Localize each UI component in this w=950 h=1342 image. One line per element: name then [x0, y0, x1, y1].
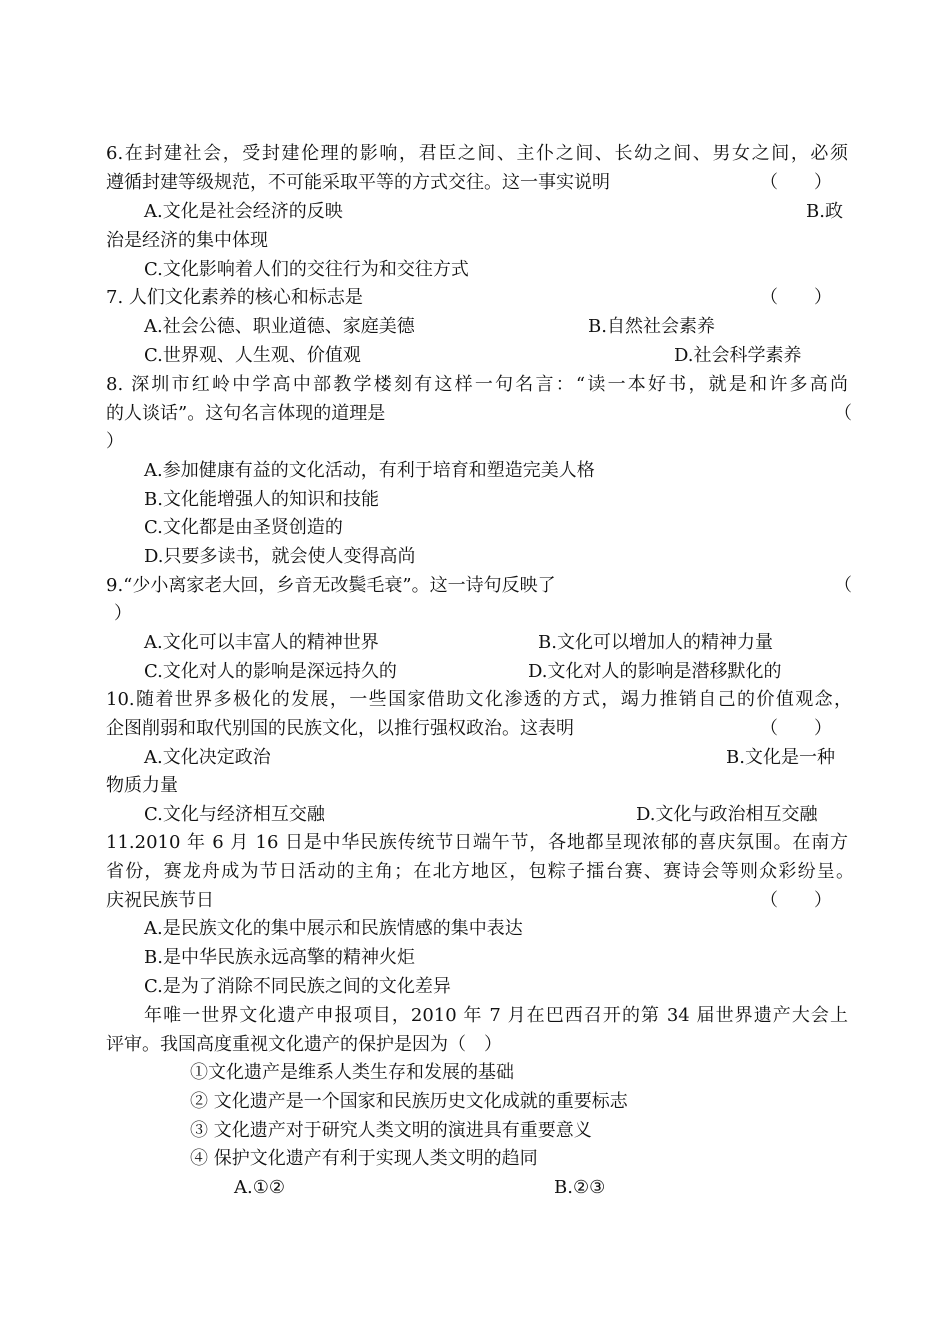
q12-line-2: 评审。我国高度重视文化遗产的保护是因为（ ） — [106, 1034, 502, 1055]
q12-statement-4: ④ 保护文化遗产有利于实现人类文明的趋同 — [190, 1148, 538, 1169]
q8-option-b: B.文化能增强人的知识和技能 — [144, 489, 379, 510]
q10-line-1: 10.随着世界多极化的发展，一些国家借助文化渗透的方式，竭力推销自己的价值观念， — [106, 689, 852, 710]
q10-option-b-continued: 物质力量 — [106, 775, 178, 796]
q9-paren-open: （ — [834, 575, 852, 596]
q7-option-b: B.自然社会素养 — [588, 316, 715, 337]
q12-statement-3: ③ 文化遗产对于研究人类文明的演进具有重要意义 — [190, 1120, 592, 1141]
q7-option-c: C.世界观、人生观、价值观 — [144, 345, 361, 366]
q7-option-d: D.社会科学素养 — [674, 345, 802, 366]
q12-option-b: B.②③ — [554, 1177, 606, 1198]
q11-option-a: A.是民族文化的集中展示和民族情感的集中表达 — [144, 918, 523, 939]
q9-option-a: A.文化可以丰富人的精神世界 — [144, 632, 379, 653]
q12-line-1: 年唯一世界文化遗产申报项目，2010 年 7 月在巴西召开的第 34 届世界遗产大会上 — [144, 1005, 848, 1026]
q10-option-a: A.文化决定政治 — [144, 747, 271, 768]
q9-option-b: B.文化可以增加人的精神力量 — [538, 632, 773, 653]
q10-option-d: D.文化与政治相互交融 — [636, 804, 818, 825]
q12-option-a: A.①② — [234, 1177, 285, 1198]
q11-line-3: 庆祝民族节日 — [106, 890, 214, 911]
q9-paren-close: ） — [114, 603, 132, 624]
q11-answer-paren: （ ） — [760, 890, 832, 911]
q11-line-1: 11.2010 年 6 月 16 日是中华民族传统节日端午节，各地都呈现浓郁的喜庆氛围。在南方 — [106, 832, 848, 853]
q12-statement-1: ①文化遗产是维系人类生存和发展的基础 — [190, 1062, 514, 1083]
q11-line-2: 省份，赛龙舟成为节日活动的主角；在北方地区，包粽子擂台赛、赛诗会等则众彩纷呈。 — [106, 861, 854, 882]
q11-option-b: B.是中华民族永远高擎的精神火炬 — [144, 947, 415, 968]
q9-option-c: C.文化对人的影响是深远持久的 — [144, 661, 397, 682]
q7-answer-paren: （ ） — [760, 287, 832, 308]
q8-option-c: C.文化都是由圣贤创造的 — [144, 517, 343, 538]
q8-line-1: 8. 深圳市红岭中学高中部教学楼刻有这样一句名言：“读一本好书，就是和许多高尚 — [106, 374, 848, 395]
q8-paren-close: ） — [106, 431, 124, 452]
q6-option-c: C.文化影响着人们的交往行为和交往方式 — [144, 259, 469, 280]
q6-option-b-continued: 治是经济的集中体现 — [106, 230, 268, 251]
q7-option-a: A.社会公德、职业道德、家庭美德 — [144, 316, 415, 337]
q10-option-c: C.文化与经济相互交融 — [144, 804, 325, 825]
q10-answer-paren: （ ） — [760, 718, 832, 739]
q9-option-d: D.文化对人的影响是潜移默化的 — [528, 661, 782, 682]
q9-stem: 9.“少小离家老大回，乡音无改鬓毛衰”。这一诗句反映了 — [106, 575, 556, 596]
q10-line-2: 企图削弱和取代别国的民族文化，以推行强权政治。这表明 — [106, 718, 574, 739]
q11-option-c: C.是为了消除不同民族之间的文化差异 — [144, 976, 451, 997]
q6-line-2: 遵循封建等级规范，不可能采取平等的方式交往。这一事实说明 — [106, 172, 610, 193]
q6-option-b: B.政 — [806, 201, 843, 222]
q8-option-a: A.参加健康有益的文化活动，有利于培育和塑造完美人格 — [144, 460, 595, 481]
q6-answer-paren: （ ） — [760, 172, 832, 193]
q8-paren-open: （ — [834, 403, 852, 424]
q6-line-1: 6.在封建社会，受封建伦理的影响，君臣之间、主仆之间、长幼之间、男女之间，必须 — [106, 143, 848, 164]
q12-statement-2: ② 文化遗产是一个国家和民族历史文化成就的重要标志 — [190, 1091, 628, 1112]
q7-stem: 7. 人们文化素养的核心和标志是 — [106, 287, 363, 308]
q10-option-b: B.文化是一种 — [726, 747, 835, 768]
q6-option-a: A.文化是社会经济的反映 — [144, 201, 343, 222]
q8-line-2: 的人谈话”。这句名言体现的道理是 — [106, 403, 386, 424]
q8-option-d: D.只要多读书，就会使人变得高尚 — [144, 546, 416, 567]
